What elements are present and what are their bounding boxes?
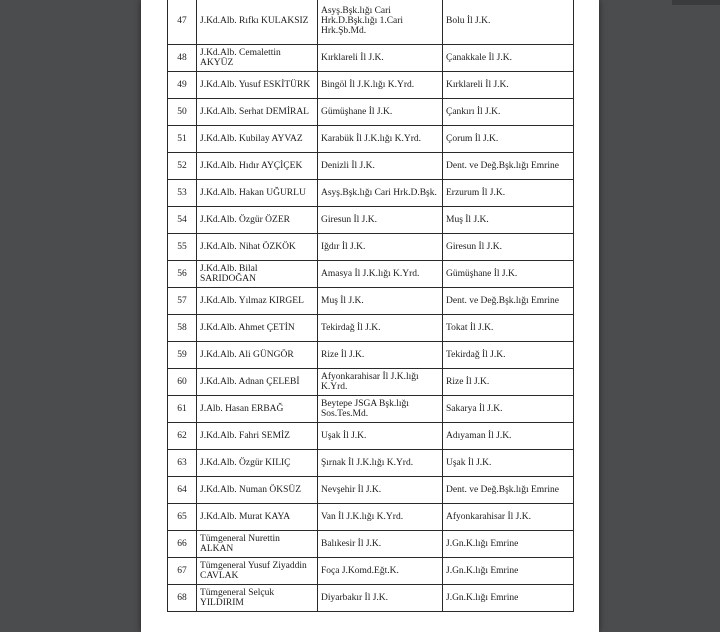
row-number: 61 (168, 396, 197, 423)
row-number: 60 (168, 369, 197, 396)
current-post: Kırklareli İl J.K. (318, 45, 443, 72)
row-number: 57 (168, 288, 197, 315)
current-post: Şırnak İl J.K.lığı K.Yrd. (318, 450, 443, 477)
new-post: Bolu İl J.K. (443, 0, 574, 45)
new-post: Rize İl J.K. (443, 369, 574, 396)
assignment-table (167, 0, 574, 612)
row-number: 58 (168, 315, 197, 342)
officer-name: J.Kd.Alb. Cemalettin AKYÜZ (197, 45, 318, 72)
table-row (168, 450, 574, 477)
new-post: Kırklareli İl J.K. (443, 72, 574, 99)
current-post: Gümüşhane İl J.K. (318, 99, 443, 126)
current-post: Beytepe JSGA Bşk.lığı Sos.Tes.Md. (318, 396, 443, 423)
new-post: Çankırı İl J.K. (443, 99, 574, 126)
row-number: 64 (168, 477, 197, 504)
row-number: 68 (168, 585, 197, 612)
new-post: J.Gn.K.lığı Emrine (443, 558, 574, 585)
row-number: 48 (168, 45, 197, 72)
officer-name: J.Kd.Alb. Kubilay AYVAZ (197, 126, 318, 153)
row-number: 52 (168, 153, 197, 180)
table-row (168, 369, 574, 396)
row-number: 62 (168, 423, 197, 450)
current-post: Uşak İl J.K. (318, 423, 443, 450)
row-number: 66 (168, 531, 197, 558)
row-number: 55 (168, 234, 197, 261)
row-number: 63 (168, 450, 197, 477)
new-post: Adıyaman İl J.K. (443, 423, 574, 450)
table-row (168, 288, 574, 315)
new-post: Afyonkarahisar İl J.K. (443, 504, 574, 531)
officer-name: J.Kd.Alb. Murat KAYA (197, 504, 318, 531)
current-post: Van İl J.K.lığı K.Yrd. (318, 504, 443, 531)
current-post: Diyarbakır İl J.K. (318, 585, 443, 612)
current-post: Tekirdağ İl J.K. (318, 315, 443, 342)
new-post: Sakarya İl J.K. (443, 396, 574, 423)
officer-name: Tümgeneral Selçuk YILDIRIM (197, 585, 318, 612)
table-row (168, 126, 574, 153)
officer-name: J.Kd.Alb. Adnan ÇELEBİ (197, 369, 318, 396)
new-post: Muş İl J.K. (443, 207, 574, 234)
officer-name: J.Kd.Alb. Rıfkı KULAKSIZ (197, 0, 318, 45)
current-post: Asyş.Bşk.lığı Cari Hrk.D.Bşk.lığı 1.Cari Hrk.Şb.Md. (318, 0, 443, 45)
row-number: 67 (168, 558, 197, 585)
officer-name: J.Kd.Alb. Yusuf ESKİTÜRK (197, 72, 318, 99)
officer-name: J.Kd.Alb. Serhat DEMİRAL (197, 99, 318, 126)
new-post: Dent. ve Değ.Bşk.lığı Emrine (443, 288, 574, 315)
officer-name: J.Kd.Alb. Fahri SEMİZ (197, 423, 318, 450)
current-post: Balıkesir İl J.K. (318, 531, 443, 558)
new-post: Uşak İl J.K. (443, 450, 574, 477)
new-post: Erzurum İl J.K. (443, 180, 574, 207)
officer-name: J.Kd.Alb. Nihat ÖZKÖK (197, 234, 318, 261)
current-post: Asyş.Bşk.lığı Cari Hrk.D.Bşk. (318, 180, 443, 207)
new-post: J.Gn.K.lığı Emrine (443, 585, 574, 612)
current-post: Rize İl J.K. (318, 342, 443, 369)
current-post: Denizli İl J.K. (318, 153, 443, 180)
row-number: 56 (168, 261, 197, 288)
officer-name: J.Kd.Alb. Özgür KILIÇ (197, 450, 318, 477)
row-number: 59 (168, 342, 197, 369)
new-post: Tokat İl J.K. (443, 315, 574, 342)
row-number: 47 (168, 0, 197, 45)
current-post: Afyonkarahisar İl J.K.lığı K.Yrd. (318, 369, 443, 396)
officer-name: J.Kd.Alb. Bilal SARIDOĞAN (197, 261, 318, 288)
viewer-corner (672, 0, 720, 5)
table-row (168, 72, 574, 99)
current-post: Nevşehir İl J.K. (318, 477, 443, 504)
table-row (168, 234, 574, 261)
row-number: 51 (168, 126, 197, 153)
table-row (168, 45, 574, 72)
officer-name: J.Kd.Alb. Ahmet ÇETİN (197, 315, 318, 342)
new-post: Giresun İl J.K. (443, 234, 574, 261)
officer-name: Tümgeneral Yusuf Ziyaddin CAVLAK (197, 558, 318, 585)
table-row (168, 315, 574, 342)
table-body (168, 0, 574, 612)
table-row (168, 207, 574, 234)
table-row (168, 342, 574, 369)
officer-name: J.Kd.Alb. Hıdır AYÇİÇEK (197, 153, 318, 180)
new-post: J.Gn.K.lığı Emrine (443, 531, 574, 558)
current-post: Amasya İl J.K.lığı K.Yrd. (318, 261, 443, 288)
table-row (168, 558, 574, 585)
officer-name: Tümgeneral Nurettin ALKAN (197, 531, 318, 558)
officer-name: J.Alb. Hasan ERBAĞ (197, 396, 318, 423)
table-row (168, 585, 574, 612)
current-post: Foça J.Komd.Eğt.K. (318, 558, 443, 585)
new-post: Dent. ve Değ.Bşk.lığı Emrine (443, 153, 574, 180)
current-post: Bingöl İl J.K.lığı K.Yrd. (318, 72, 443, 99)
officer-name: J.Kd.Alb. Özgür ÖZER (197, 207, 318, 234)
table-row (168, 531, 574, 558)
current-post: Giresun İl J.K. (318, 207, 443, 234)
row-number: 54 (168, 207, 197, 234)
row-number: 49 (168, 72, 197, 99)
document-page (141, 0, 599, 632)
current-post: Muş İl J.K. (318, 288, 443, 315)
officer-name: J.Kd.Alb. Hakan UĞURLU (197, 180, 318, 207)
table-row (168, 99, 574, 126)
row-number: 50 (168, 99, 197, 126)
table-row (168, 180, 574, 207)
table-row (168, 477, 574, 504)
table-row (168, 396, 574, 423)
table-row (168, 261, 574, 288)
row-number: 65 (168, 504, 197, 531)
officer-name: J.Kd.Alb. Numan ÖKSÜZ (197, 477, 318, 504)
new-post: Tekirdağ İl J.K. (443, 342, 574, 369)
officer-name: J.Kd.Alb. Ali GÜNGÖR (197, 342, 318, 369)
current-post: Karabük İl J.K.lığı K.Yrd. (318, 126, 443, 153)
new-post: Çorum İl J.K. (443, 126, 574, 153)
new-post: Gümüşhane İl J.K. (443, 261, 574, 288)
table-row (168, 0, 574, 45)
current-post: Iğdır İl J.K. (318, 234, 443, 261)
new-post: Dent. ve Değ.Bşk.lığı Emrine (443, 477, 574, 504)
table-row (168, 153, 574, 180)
officer-name: J.Kd.Alb. Yılmaz KIRGEL (197, 288, 318, 315)
new-post: Çanakkale İl J.K. (443, 45, 574, 72)
row-number: 53 (168, 180, 197, 207)
table-row (168, 504, 574, 531)
table-row (168, 423, 574, 450)
